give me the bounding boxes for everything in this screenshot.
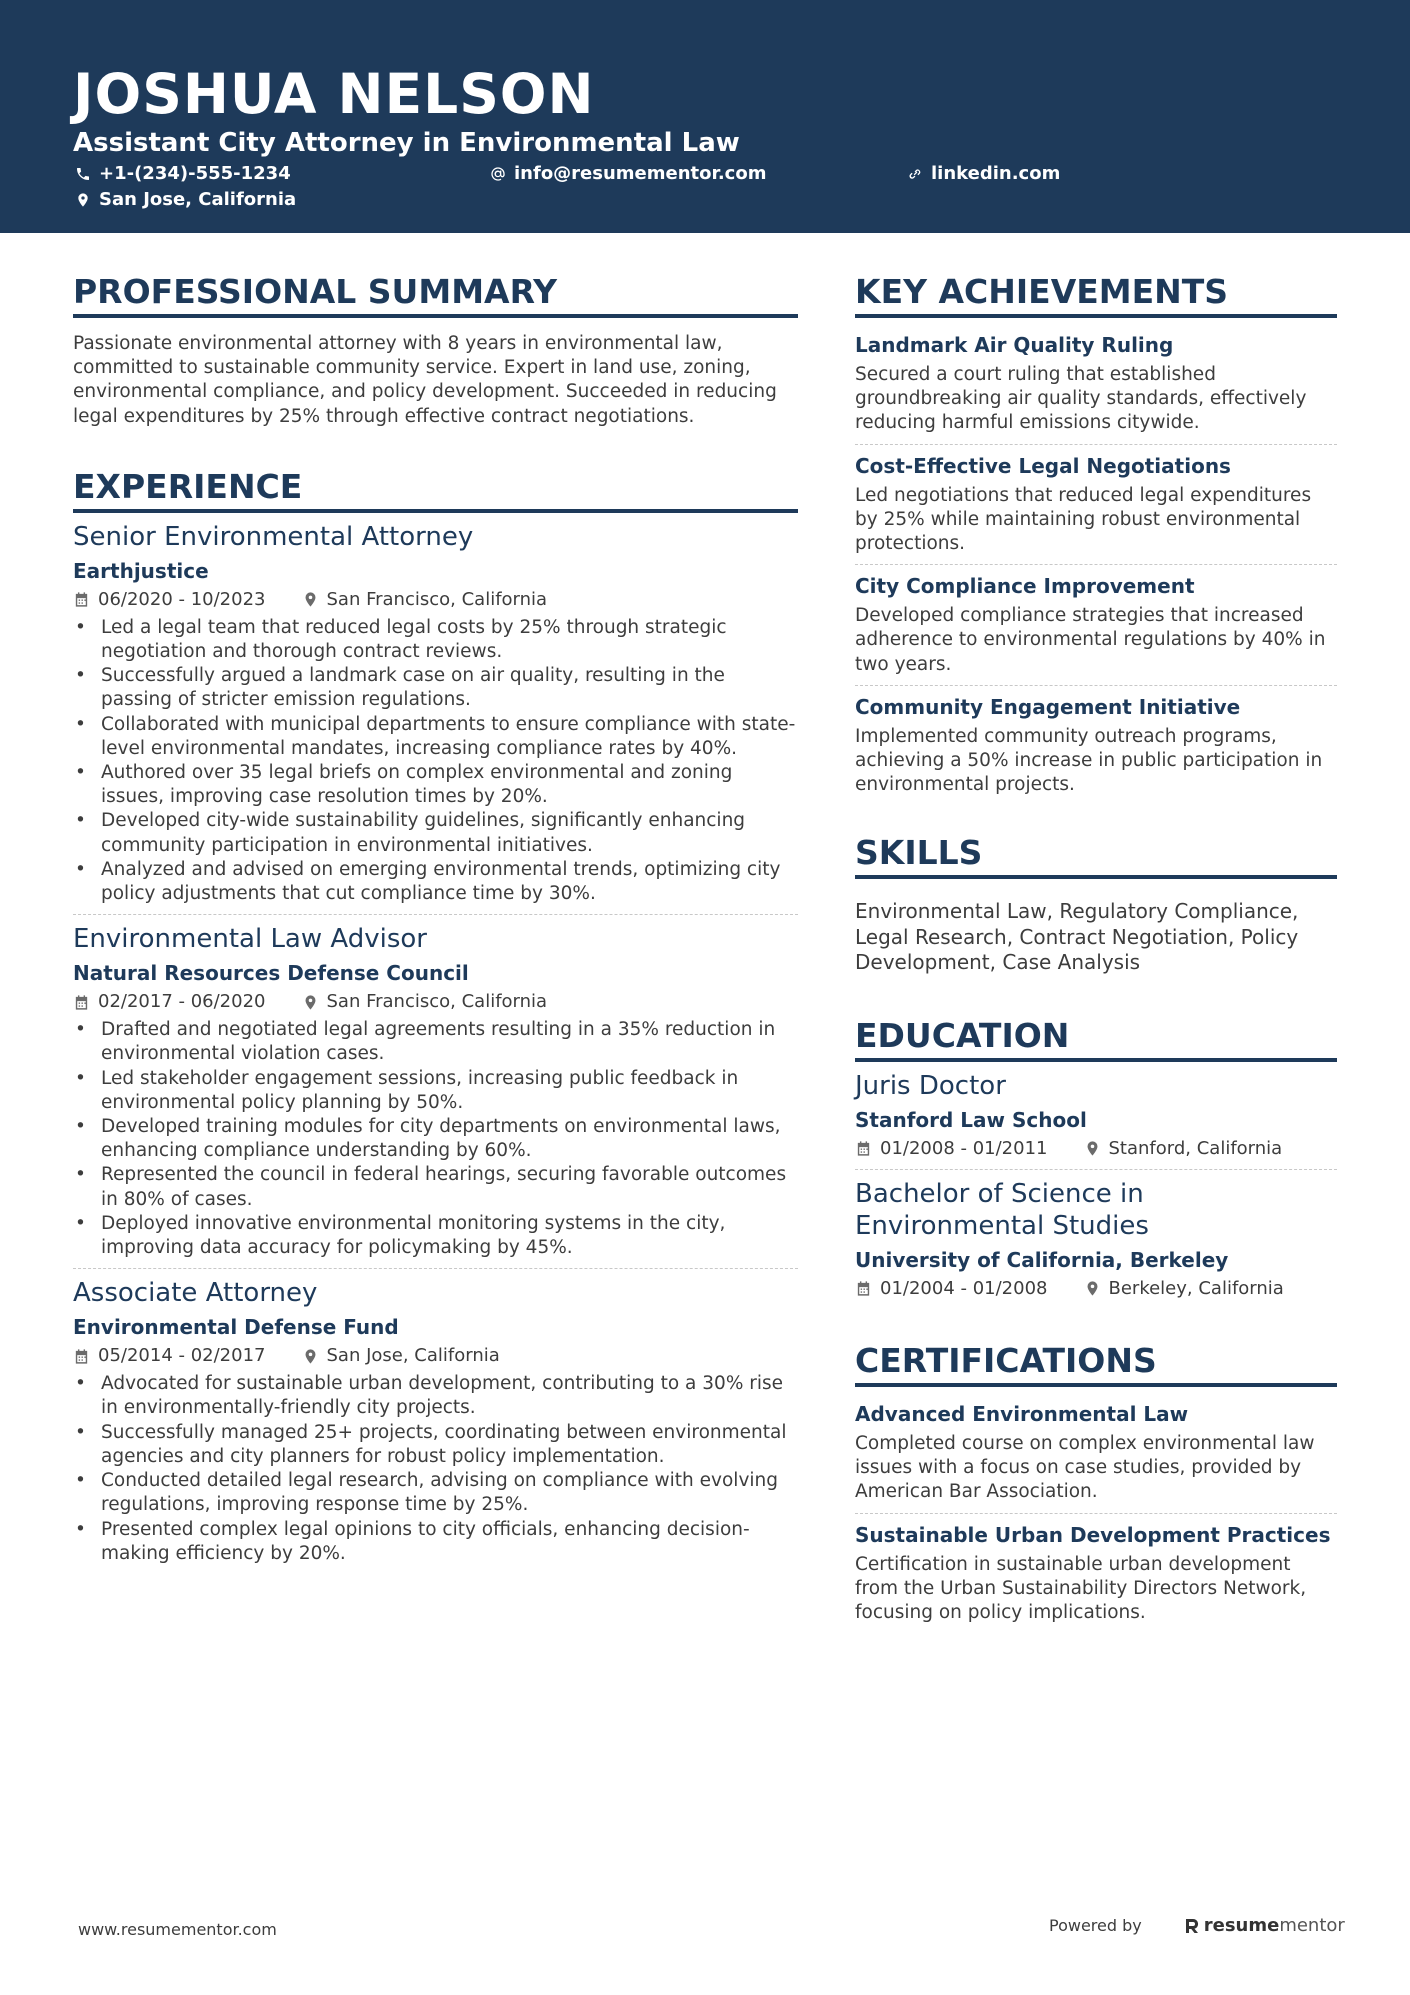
- achievement-title: Community Engagement Initiative: [855, 694, 1241, 719]
- achievement-text: Secured a court ruling that established groundbreaking air quality standards, effectively reducing harmful emissions citywide.: [855, 364, 1307, 434]
- job-entry: [73, 923, 798, 1260]
- calendar-icon: [73, 1348, 90, 1365]
- resumementor-logo-icon: [1184, 1917, 1200, 1935]
- bullet-item: • Collaborated with municipal departments to ensure compliance with state-level environmental mandates, increasing compliance rates by 40%.: [73, 713, 798, 761]
- school-name: Stanford Law School: [855, 1107, 1087, 1132]
- achievements-heading: KEY ACHIEVEMENTS: [855, 272, 1337, 318]
- bullet-item: • Conducted detailed legal research, advising on compliance with evolving regulations, improving response time by 25%.: [73, 1469, 798, 1517]
- contact-location: [75, 189, 296, 211]
- bullet-item: • Advocated for sustainable urban development, contributing to a 30% rise in environmentally-friendly city projects.: [73, 1372, 798, 1420]
- location-text: San Jose, California: [99, 189, 297, 210]
- contact-phone[interactable]: [75, 163, 291, 185]
- achievement-text: Led negotiations that reduced legal expenditures by 25% while maintaining robust environmental protections.: [855, 484, 1312, 555]
- location-pin-icon: [302, 1348, 319, 1365]
- degree-title: Juris Doctor: [855, 1070, 1006, 1101]
- calendar-icon: [855, 1140, 872, 1157]
- brand-light: mentor: [1279, 1915, 1345, 1936]
- education-dates: 01/2008 - 01/2011: [880, 1137, 1048, 1159]
- phone-icon: [75, 166, 91, 182]
- phone-text: +1-(234)-555-1234: [99, 163, 291, 184]
- candidate-name: JOSHUA NELSON: [73, 62, 595, 126]
- bullet-item: • Analyzed and advised on emerging environmental trends, optimizing city policy adjustments that cut compliance time by 30%.: [73, 858, 798, 906]
- bullet-item: • Developed training modules for city departments on environmental laws, enhancing compliance understanding by 60%.: [73, 1115, 798, 1163]
- certification-item: [855, 1522, 1337, 1626]
- divider: [855, 685, 1337, 686]
- divider: [73, 1268, 798, 1269]
- company-name: Environmental Defense Fund: [73, 1315, 399, 1340]
- education-item: [855, 1070, 1337, 1161]
- skills-text: Environmental Law, Regulatory Compliance, Legal Research, Contract Negotiation, Policy Development, Case Analysis: [855, 899, 1299, 975]
- summary-text: Passionate environmental attorney with 8 years in environmental law, committed to sustainable community service. Expert in land use, zoning, environmental compliance, and policy development. Succeeded in reducing legal expenditures by 25% through effective contract negotiations.: [73, 333, 777, 427]
- job-meta: [73, 588, 798, 612]
- company-name: Natural Resources Defense Council: [73, 961, 469, 986]
- calendar-icon: [73, 994, 90, 1011]
- resume-header: [0, 0, 1410, 233]
- certification-text: Completed course on complex environmental law issues with a focus on case studies, provided by American Bar Association.: [855, 1432, 1315, 1503]
- degree-title: Bachelor of Science in Environmental Studies: [855, 1178, 1149, 1241]
- job-dates: 06/2020 - 10/2023: [98, 588, 266, 610]
- job-dates: 02/2017 - 06/2020: [98, 991, 266, 1013]
- job-meta: [73, 1344, 798, 1368]
- achievement-text: Implemented community outreach programs, achieving a 50% increase in public participation in environmental projects.: [855, 725, 1323, 796]
- education-meta: [855, 1277, 1337, 1301]
- calendar-icon: [855, 1280, 872, 1297]
- bullet-item: • Represented the council in federal hearings, securing favorable outcomes in 80% of cases.: [73, 1163, 798, 1211]
- divider: [855, 1169, 1337, 1170]
- company-name: Earthjustice: [73, 558, 209, 583]
- bullet-item: • Presented complex legal opinions to city officials, enhancing decision-making efficiency by 20%.: [73, 1518, 798, 1566]
- location-pin-icon: [1084, 1140, 1101, 1157]
- job-location: San Francisco, California: [326, 588, 548, 610]
- job-entry: [73, 521, 798, 906]
- bullet-item: • Led a legal team that reduced legal costs by 25% through strategic negotiation and thorough contract reviews.: [73, 616, 798, 664]
- certifications-heading: CERTIFICATIONS: [855, 1341, 1337, 1387]
- location-pin-icon: [302, 994, 319, 1011]
- education-item: [855, 1178, 1337, 1301]
- job-bullets: [73, 616, 798, 906]
- education-heading: EDUCATION: [855, 1016, 1337, 1062]
- summary-heading: PROFESSIONAL SUMMARY: [73, 272, 798, 318]
- calendar-icon: [73, 591, 90, 608]
- job-title: Environmental Law Advisor: [73, 924, 427, 955]
- contact-email[interactable]: [490, 163, 766, 185]
- candidate-title: Assistant City Attorney in Environmental Law: [73, 128, 740, 158]
- skills-heading: SKILLS: [855, 833, 1337, 879]
- right-column: [855, 272, 1337, 1625]
- experience-heading: EXPERIENCE: [73, 467, 798, 513]
- job-entry: [73, 1277, 798, 1566]
- divider: [855, 564, 1337, 565]
- bullet-item: • Successfully managed 25+ projects, coordinating between environmental agencies and city planners for robust policy implementation.: [73, 1421, 798, 1469]
- at-icon: [490, 166, 506, 182]
- certification-title: Advanced Environmental Law: [855, 1401, 1189, 1426]
- footer-website[interactable]: www.resumementor.com: [78, 1920, 277, 1939]
- location-pin-icon: [302, 591, 319, 608]
- location-pin-icon: [75, 192, 91, 208]
- education-dates: 01/2004 - 01/2008: [880, 1277, 1048, 1299]
- job-dates: 05/2014 - 02/2017: [98, 1345, 266, 1367]
- job-title: Senior Environmental Attorney: [73, 521, 474, 552]
- education-location: Stanford, California: [1108, 1137, 1283, 1159]
- linkedin-text: linkedin.com: [931, 163, 1061, 184]
- achievement-item: [855, 453, 1337, 557]
- job-location: San Jose, California: [326, 1345, 500, 1367]
- school-name: University of California, Berkeley: [855, 1247, 1229, 1272]
- email-text: info@resumementor.com: [514, 163, 767, 184]
- education-location: Berkeley, California: [1108, 1277, 1284, 1299]
- certification-text: Certification in sustainable urban development from the Urban Sustainability Directors Network, focusing on policy implications.: [855, 1553, 1307, 1623]
- bullet-item: • Authored over 35 legal briefs on complex environmental and zoning issues, improving case resolution times by 20%.: [73, 761, 798, 809]
- achievement-item: [855, 573, 1337, 677]
- bullet-item: • Drafted and negotiated legal agreements resulting in a 35% reduction in environmental violation cases.: [73, 1018, 798, 1066]
- achievement-title: Cost-Effective Legal Negotiations: [855, 453, 1231, 478]
- job-location: San Francisco, California: [326, 991, 548, 1013]
- divider: [855, 444, 1337, 445]
- brand-logo[interactable]: [1184, 1915, 1345, 1936]
- education-meta: [855, 1137, 1337, 1161]
- bullet-item: • Developed city-wide sustainability guidelines, significantly enhancing community participation in environmental initiatives.: [73, 809, 798, 857]
- contact-linkedin[interactable]: [907, 163, 1060, 185]
- achievement-item: [855, 694, 1337, 798]
- bullet-item: • Successfully argued a landmark case on air quality, resulting in the passing of stricter emission regulations.: [73, 664, 798, 712]
- left-column: [73, 272, 798, 1566]
- powered-by-text: Powered by: [1049, 1916, 1142, 1935]
- achievement-text: Developed compliance strategies that increased adherence to environmental regulations by 40% in two years.: [855, 605, 1326, 675]
- bullet-item: • Led stakeholder engagement sessions, increasing public feedback in environmental policy planning by 50%.: [73, 1067, 798, 1115]
- divider: [855, 1513, 1337, 1514]
- achievement-title: Landmark Air Quality Ruling: [855, 333, 1174, 357]
- location-pin-icon: [1084, 1280, 1101, 1297]
- job-title: Associate Attorney: [73, 1278, 318, 1309]
- job-bullets: [73, 1372, 798, 1566]
- certification-title: Sustainable Urban Development Practices: [855, 1522, 1331, 1547]
- job-bullets: [73, 1018, 798, 1260]
- footer-brand: [1049, 1915, 1345, 1936]
- certification-item: [855, 1401, 1337, 1505]
- job-meta: [73, 990, 798, 1014]
- brand-bold: resume: [1203, 1915, 1280, 1936]
- divider: [73, 914, 798, 915]
- achievement-title: City Compliance Improvement: [855, 574, 1195, 599]
- bullet-item: • Deployed innovative environmental monitoring systems in the city, improving data accuracy for policymaking by 45%.: [73, 1212, 798, 1260]
- achievement-item: [855, 332, 1337, 436]
- link-icon: [907, 166, 923, 182]
